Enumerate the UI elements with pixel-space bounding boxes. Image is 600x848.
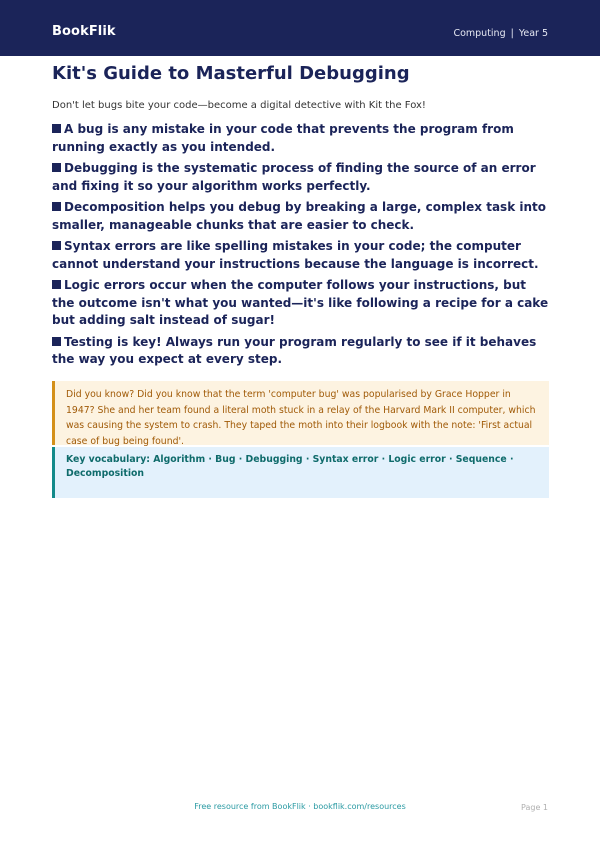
key-vocabulary-box: [52, 447, 549, 498]
key-points-list: [52, 121, 552, 373]
meta-separator: |: [510, 28, 514, 39]
key-point: [52, 160, 552, 195]
key-point: [52, 334, 552, 369]
did-you-know-text: Did you know? Did you know that the term 'computer bug' was popularised by Grace Hopper in 1947? She and her team found a literal moth stuck in a relay of the Harvard Mark II computer, which was causing the system to crash. They taped the moth into their logbook with the note: 'First actual case of bug being found'.: [66, 389, 536, 447]
square-bullet-icon: [52, 163, 61, 172]
key-point-text: Syntax errors are like spelling mistakes in your code; the computer cannot understand your instructions because the language is incorrect.: [52, 239, 539, 271]
brand-logo-text[interactable]: BookFlik: [52, 24, 116, 39]
key-point-text: Decomposition helps you debug by breaking a large, complex task into smaller, manageable chunks that are easier to check.: [52, 200, 546, 232]
key-point: [52, 121, 552, 156]
subject-meta: [453, 28, 548, 39]
year-label: Year 5: [518, 28, 548, 39]
subject-label: Computing: [453, 28, 506, 39]
square-bullet-icon: [52, 202, 61, 211]
key-vocabulary-text: Key vocabulary: Algorithm · Bug · Debugging · Syntax error · Logic error · Sequence · Decomposition: [66, 454, 514, 479]
square-bullet-icon: [52, 124, 61, 133]
key-point: [52, 277, 552, 330]
did-you-know-callout: [52, 381, 549, 445]
square-bullet-icon: [52, 337, 61, 346]
key-point-text: Debugging is the systematic process of finding the source of an error and fixing it so your algorithm works perfectly.: [52, 161, 536, 193]
key-point: [52, 199, 552, 234]
page-number: Page 1: [521, 803, 548, 812]
square-bullet-icon: [52, 280, 61, 289]
key-point-text: Testing is key! Always run your program regularly to see if it behaves the way you expect at every step.: [52, 334, 537, 366]
page-title: Kit's Guide to Masterful Debugging: [52, 63, 410, 84]
key-point: [52, 238, 552, 273]
page-subtitle: Don't let bugs bite your code—become a digital detective with Kit the Fox!: [52, 100, 426, 111]
footer-resource-link[interactable]: Free resource from BookFlik · bookflik.com/resources: [194, 802, 406, 811]
header-bar: [0, 0, 600, 56]
key-point-text: Logic errors occur when the computer follows your instructions, but the outcome isn't what you wanted—it's like following a recipe for a cake but adding salt instead of sugar!: [52, 278, 549, 327]
key-point-text: A bug is any mistake in your code that prevents the program from running exactly as you intended.: [52, 122, 514, 154]
square-bullet-icon: [52, 241, 61, 250]
